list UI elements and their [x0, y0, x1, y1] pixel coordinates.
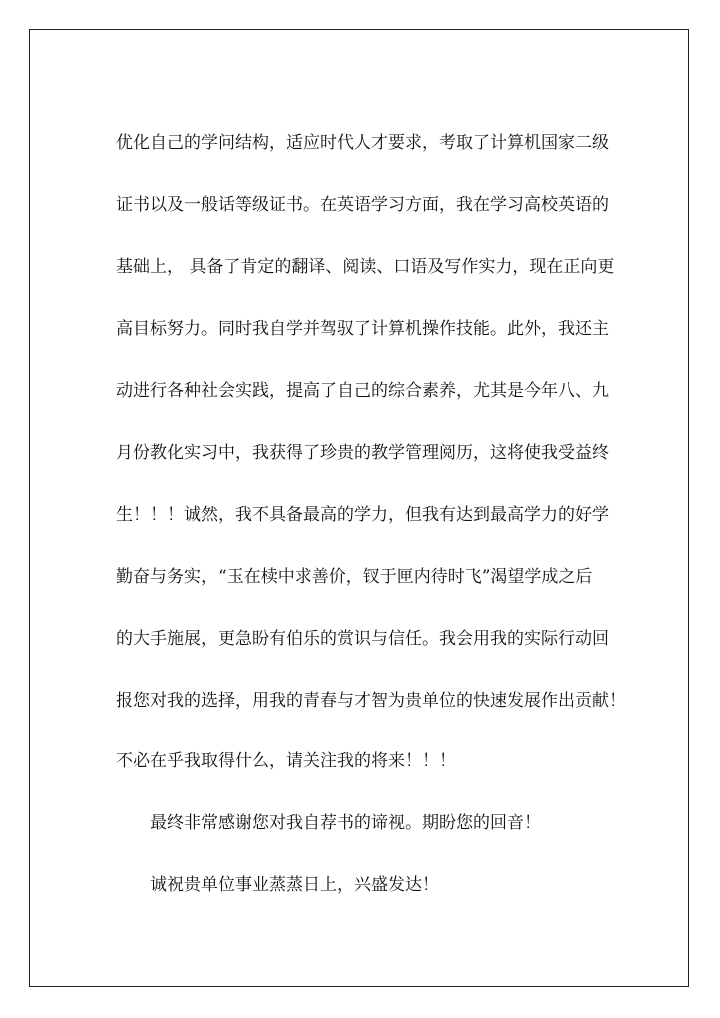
text-line: 勤奋与务实，“玉在椟中求善价，钗于匣内待时飞”渴望学成之后 [116, 567, 593, 587]
text-line: 基础上， 具备了肯定的翻译、阅读、口语及写作实力，现在正向更 [116, 257, 615, 277]
text-line: 报您对我的选择，用我的青春与才智为贵单位的快速发展作出贡献！ [116, 691, 626, 711]
text-line: 动进行各种社会实践，提高了自己的综合素养，尤其是今年八、九 [116, 381, 609, 401]
text-line: 不必在乎我取得什么，请关注我的将来！！！ [116, 751, 456, 771]
closing-line: 最终非常感谢您对我自荐书的谛视。期盼您的回音！ [150, 813, 541, 833]
document-page [29, 29, 689, 987]
text-line: 月份教化实习中，我获得了珍贵的教学管理阅历，这将使我受益终 [116, 443, 609, 463]
text-line: 证书以及一般话等级证书。在英语学习方面，我在学习高校英语的 [116, 195, 609, 215]
closing-line: 诚祝贵单位事业蒸蒸日上，兴盛发达！ [150, 875, 439, 895]
text-line: 生！！！诚然，我不具备最高的学力，但我有达到最高学力的好学 [116, 505, 609, 525]
text-line: 优化自己的学问结构，适应时代人才要求，考取了计算机国家二级 [116, 133, 609, 153]
text-line: 的大手施展，更急盼有伯乐的赏识与信任。我会用我的实际行动回 [116, 629, 609, 649]
text-line: 高目标努力。同时我自学并驾驭了计算机操作技能。此外，我还主 [116, 319, 609, 339]
